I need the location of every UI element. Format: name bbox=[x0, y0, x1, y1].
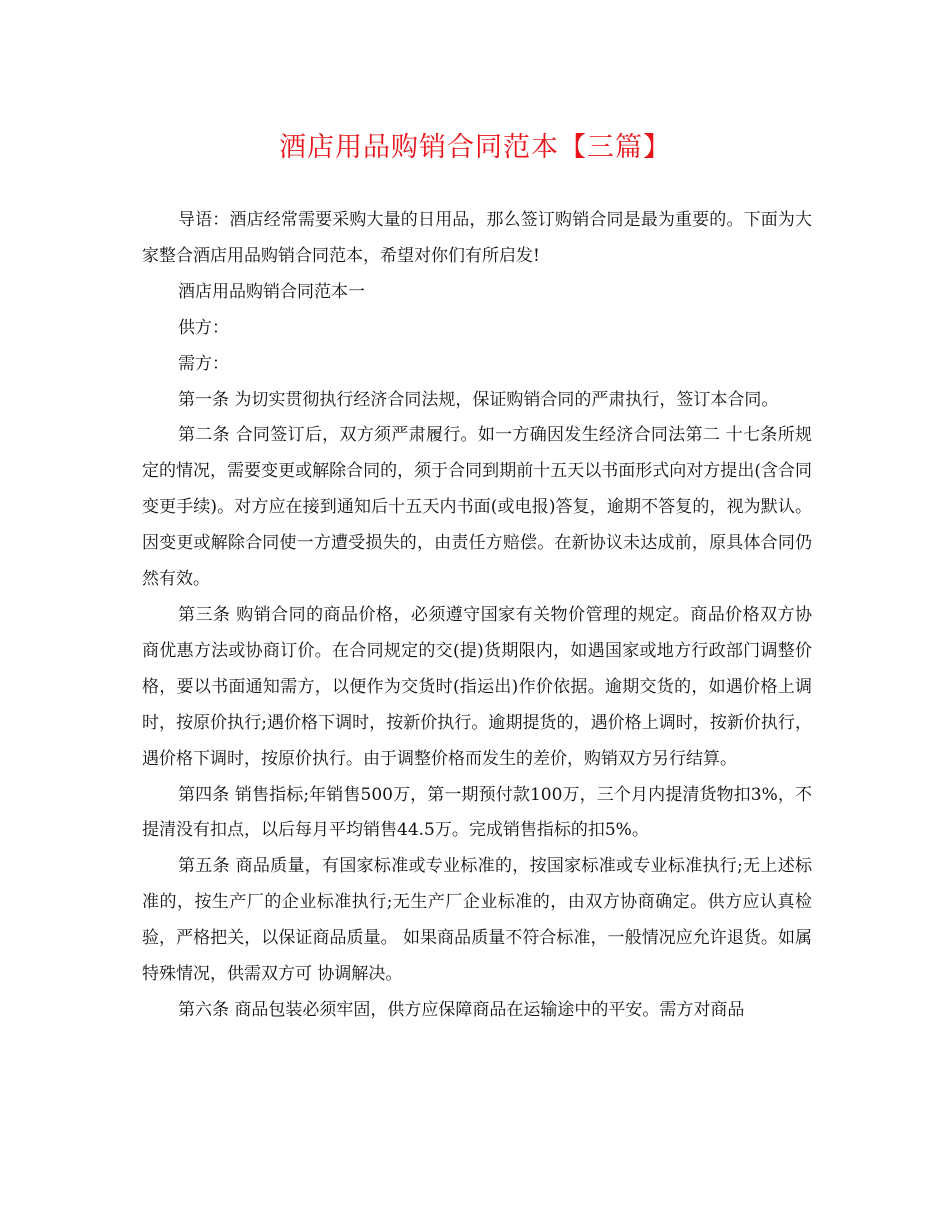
paragraph-article-5: 第五条 商品质量，有国家标准或专业标准的，按国家标准或专业标准执行;无上述标准的，按生产厂的企业标准执行;无生产厂企业标准的，由双方协商确定。供方应认真检验，严格把关，以保证商品质量。 如果商品质量不符合标准，一般情况应允许退货。如属特殊情况，供需双方可 协调解决。 bbox=[142, 856, 812, 985]
paragraph-section-heading: 酒店用品购销合同范本一 bbox=[178, 281, 365, 302]
paragraph-supplier: 供方： bbox=[178, 317, 229, 338]
paragraph-article-4: 第四条 销售指标;年销售500万，第一期预付款100万，三个月内提清货物扣3%，不提清没有扣点，以后每月平均销售44.5万。完成销售指标的扣5%。 bbox=[142, 784, 812, 841]
paragraph-article-2: 第二条 合同签订后，双方须严肃履行。如一方确因发生经济合同法第二 十七条所规定的情况，需要变更或解除合同的，须于合同到期前十五天以书面形式向对方提出(含合同变更手续)。对方应在接到通知后十五天内书面(或电报)答复，逾期不答复的，视为默认。因变更或解除合同使一方遭受损失的，由责任方赔偿。在新协议未达成前，原具体合同仍然有效。 bbox=[142, 425, 812, 590]
paragraph-article-1: 第一条 为切实贯彻执行经济合同法规，保证购销合同的严肃执行，签订本合同。 bbox=[178, 389, 779, 410]
paragraph-article-6: 第六条 商品包装必须牢固，供方应保障商品在运输途中的平安。需方对商品 bbox=[178, 999, 745, 1020]
paragraph-intro: 导语：酒店经常需要采购大量的日用品，那么签订购销合同是最为重要的。下面为大家整合酒店用品购销合同范本，希望对你们有所启发! bbox=[142, 210, 812, 266]
paragraph-article-3: 第三条 购销合同的商品价格，必须遵守国家有关物价管理的规定。商品价格双方协商优惠方法或协商订价。在合同规定的交(提)货期限内，如遇国家或地方行政部门调整价格，要以书面通知需方，以便作为交货时(指运出)作价依据。逾期交货的，如遇价格上调时，按原价执行;遇价格下调时，按新价执行。逾期提货的，遇价格上调时，按新价执行，遇价格下调时，按原价执行。由于调整价格而发生的差价，购销双方另行结算。 bbox=[142, 604, 812, 769]
document-title: 酒店用品购销合同范本【三篇】 bbox=[279, 132, 671, 163]
document-body bbox=[142, 203, 812, 1029]
paragraph-buyer: 需方： bbox=[178, 353, 229, 374]
